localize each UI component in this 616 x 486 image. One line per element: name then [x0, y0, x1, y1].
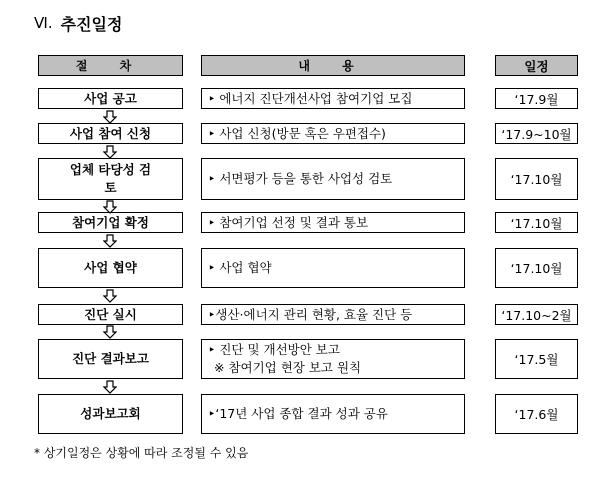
step-box: 업체 타당성 검토 [38, 158, 183, 200]
down-arrow-icon [103, 289, 117, 303]
content-line: ‣‘17년 사업 종합 결과 성과 공유 [208, 406, 388, 421]
section-title [34, 10, 122, 36]
header-content: 내 용 [201, 55, 465, 76]
down-arrow-icon [103, 110, 117, 124]
date-box: ‘17.5월 [495, 339, 578, 379]
date-box: ‘17.10월 [495, 212, 578, 233]
content-line: ‣ 사업 신청(방문 혹은 우편접수) [208, 125, 386, 141]
date-box: ‘17.9월 [495, 88, 578, 109]
content-line: ‣ 사업 협약 [208, 260, 272, 275]
content-line: ‣ 진단 및 개선방안 보고 [208, 342, 340, 357]
content-box [201, 248, 465, 288]
step-box: 진단 결과보고 [38, 339, 183, 379]
date-box: ‘17.10월 [495, 158, 578, 200]
down-arrow-icon [103, 380, 117, 394]
step-box: 참여기업 확정 [38, 212, 183, 233]
section-heading: 추진일정 [60, 14, 123, 34]
step-box: 성과보고회 [38, 394, 183, 434]
content-box [201, 123, 465, 144]
header-step: 절 차 [38, 55, 183, 76]
down-arrow-icon [103, 145, 117, 159]
date-box: ‘17.9~10월 [495, 123, 578, 144]
date-box: ‘17.6월 [495, 394, 578, 434]
down-arrow-icon [103, 325, 117, 339]
header-date: 일정 [495, 55, 578, 76]
content-box [201, 304, 465, 325]
content-box [201, 88, 465, 109]
content-box [201, 394, 465, 434]
step-box: 사업 협약 [38, 248, 183, 288]
step-box: 사업 참여 신청 [38, 123, 183, 144]
step-box: 사업 공고 [38, 88, 183, 109]
section-number: Ⅵ. [34, 14, 53, 32]
content-line: ‣ 에너지 진단개선사업 참여기업 모집 [208, 90, 413, 106]
date-box: ‘17.10~2월 [495, 304, 578, 325]
content-box [201, 158, 465, 200]
content-line: ‣생산·에너지 관리 현황, 효율 진단 등 [208, 306, 413, 322]
content-box [201, 339, 465, 379]
content-box [201, 212, 465, 233]
content-line: ‣ 서면평가 등을 통한 사업성 검토 [208, 171, 393, 186]
date-box: ‘17.10월 [495, 248, 578, 288]
content-line: ※ 참여기업 현장 보고 원칙 [214, 360, 362, 375]
down-arrow-icon [103, 200, 117, 214]
footnote: * 상기일정은 상황에 따라 조정될 수 있음 [34, 446, 249, 460]
content-line: ‣ 참여기업 선정 및 결과 통보 [208, 214, 369, 230]
step-box: 진단 실시 [38, 304, 183, 325]
down-arrow-icon [103, 234, 117, 248]
